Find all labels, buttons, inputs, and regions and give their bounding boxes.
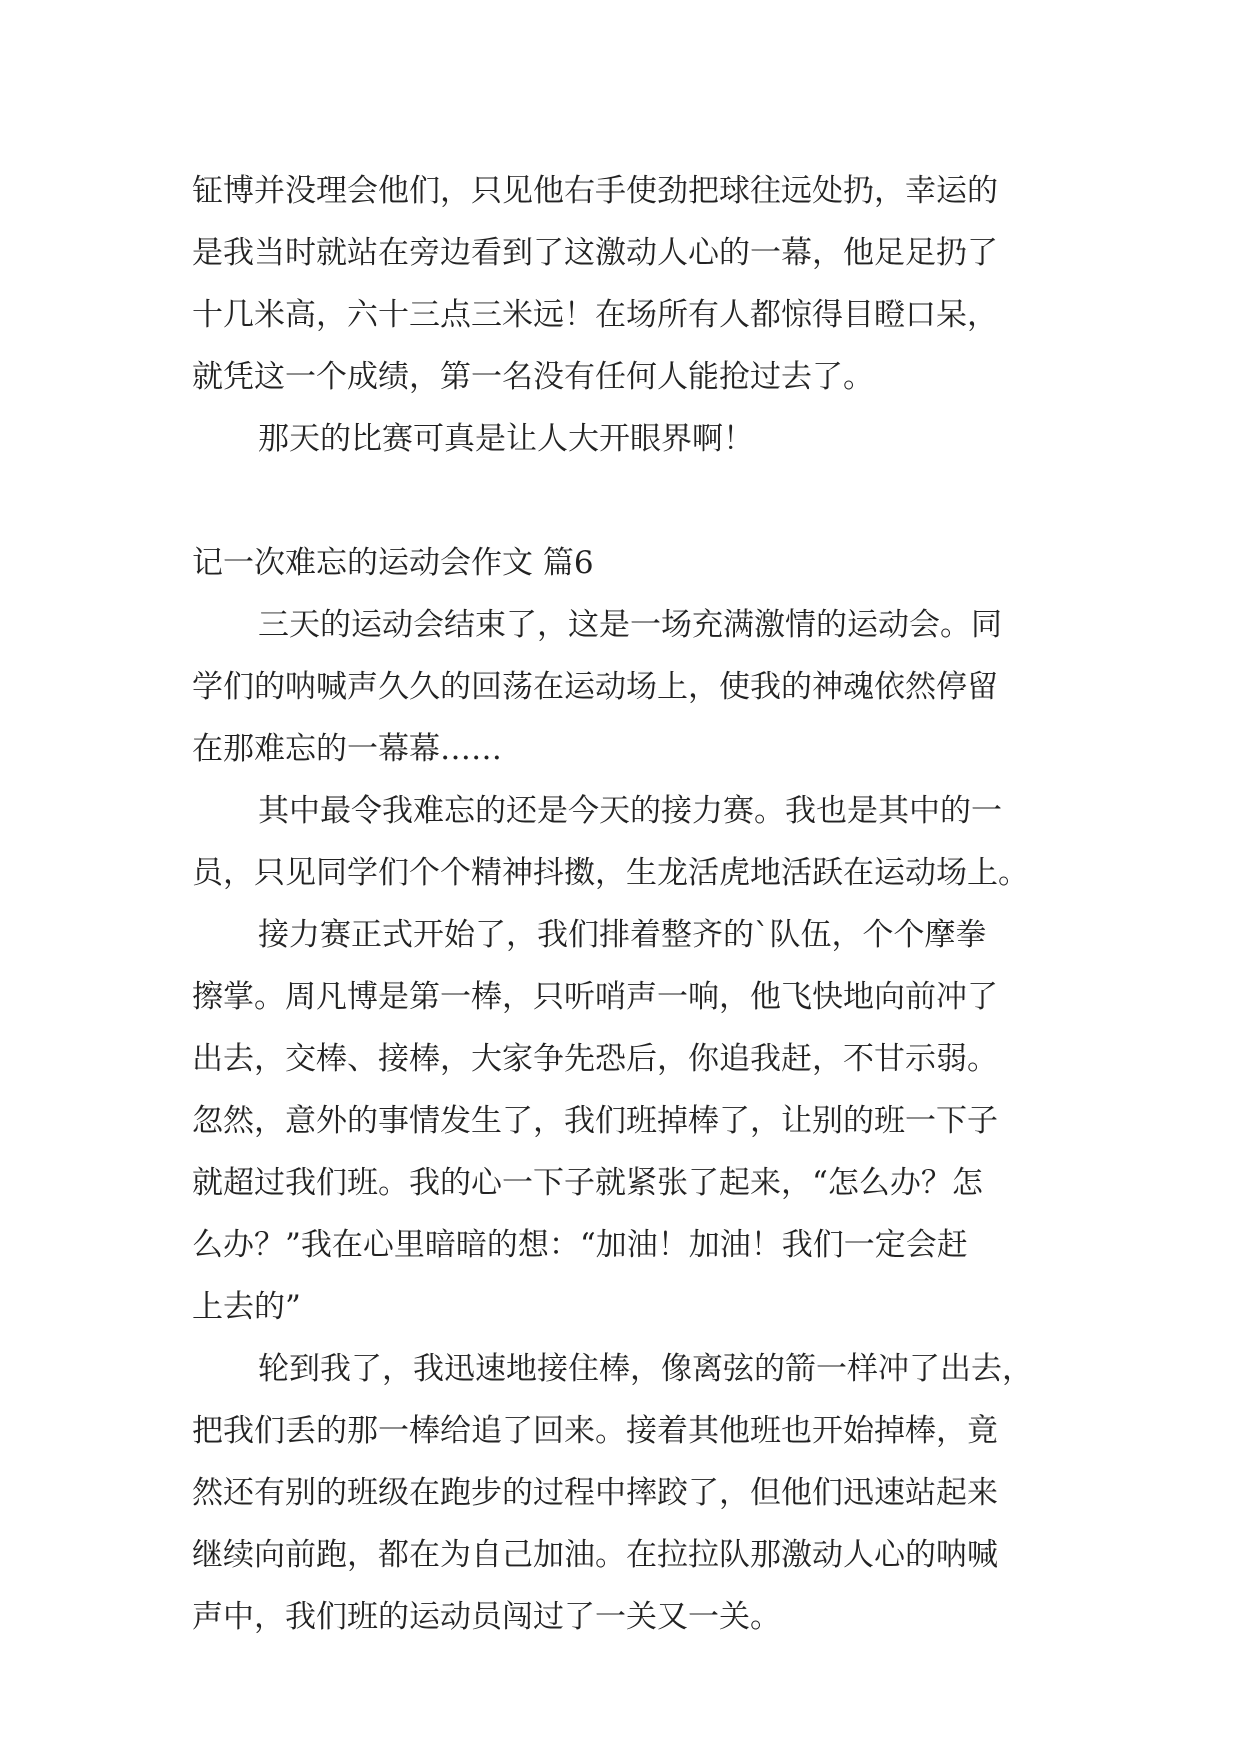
text-line: 出去，交棒、接棒，大家争先恐后，你追我赶，不甘示弱。	[192, 1041, 998, 1077]
text-line: 在那难忘的一幕幕……	[192, 731, 502, 767]
text-line: 然还有别的班级在跑步的过程中摔跤了，但他们迅速站起来	[192, 1475, 998, 1511]
text-line: 三天的运动会结束了，这是一场充满激情的运动会。同	[258, 607, 1002, 643]
text-line: 轮到我了，我迅速地接住棒，像离弦的箭一样冲了出去，	[258, 1351, 1033, 1387]
paragraph-6	[192, 1338, 1072, 1648]
document-body	[192, 160, 1072, 1648]
text-line: 么办？”我在心里暗暗的想：“加油！加油！我们一定会赶	[192, 1227, 968, 1263]
text-line: 声中，我们班的运动员闯过了一关又一关。	[192, 1599, 781, 1635]
section-gap	[192, 470, 1072, 532]
text-line: 擦掌。周凡博是第一棒，只听哨声一响，他飞快地向前冲了	[192, 979, 998, 1015]
text-line: 上去的”	[192, 1289, 301, 1325]
paragraph-3	[192, 594, 1072, 780]
text-line: 那天的比赛可真是让人大开眼界啊！	[258, 421, 754, 457]
text-line: 其中最令我难忘的还是今天的接力赛。我也是其中的一	[258, 793, 1002, 829]
text-line: 是我当时就站在旁边看到了这激动人心的一幕，他足足扔了	[192, 235, 998, 271]
text-line: 学们的呐喊声久久的回荡在运动场上，使我的神魂依然停留	[192, 669, 998, 705]
paragraph-5	[192, 904, 1072, 1338]
text-line: 把我们丢的那一棒给追了回来。接着其他班也开始掉棒，竟	[192, 1413, 998, 1449]
section-heading: 记一次难忘的运动会作文 篇6	[192, 545, 594, 581]
text-line: 继续向前跑，都在为自己加油。在拉拉队那激动人心的呐喊	[192, 1537, 998, 1573]
text-line: 十几米高，六十三点三米远！在场所有人都惊得目瞪口呆，	[192, 297, 998, 333]
text-line: 就凭这一个成绩，第一名没有任何人能抢过去了。	[192, 359, 874, 395]
paragraph-2	[192, 408, 1072, 470]
text-line: 就超过我们班。我的心一下子就紧张了起来，“怎么办？怎	[192, 1165, 983, 1201]
paragraph-4	[192, 780, 1072, 904]
text-line: 接力赛正式开始了，我们排着整齐的`队伍，个个摩拳	[258, 917, 987, 953]
text-line: 忽然，意外的事情发生了，我们班掉棒了，让别的班一下子	[192, 1103, 998, 1139]
text-line: 员，只见同学们个个精神抖擞，生龙活虎地活跃在运动场上。	[192, 855, 1029, 891]
text-line: 钲博并没理会他们，只见他右手使劲把球往远处扔，幸运的	[192, 173, 998, 209]
paragraph-1	[192, 160, 1072, 408]
